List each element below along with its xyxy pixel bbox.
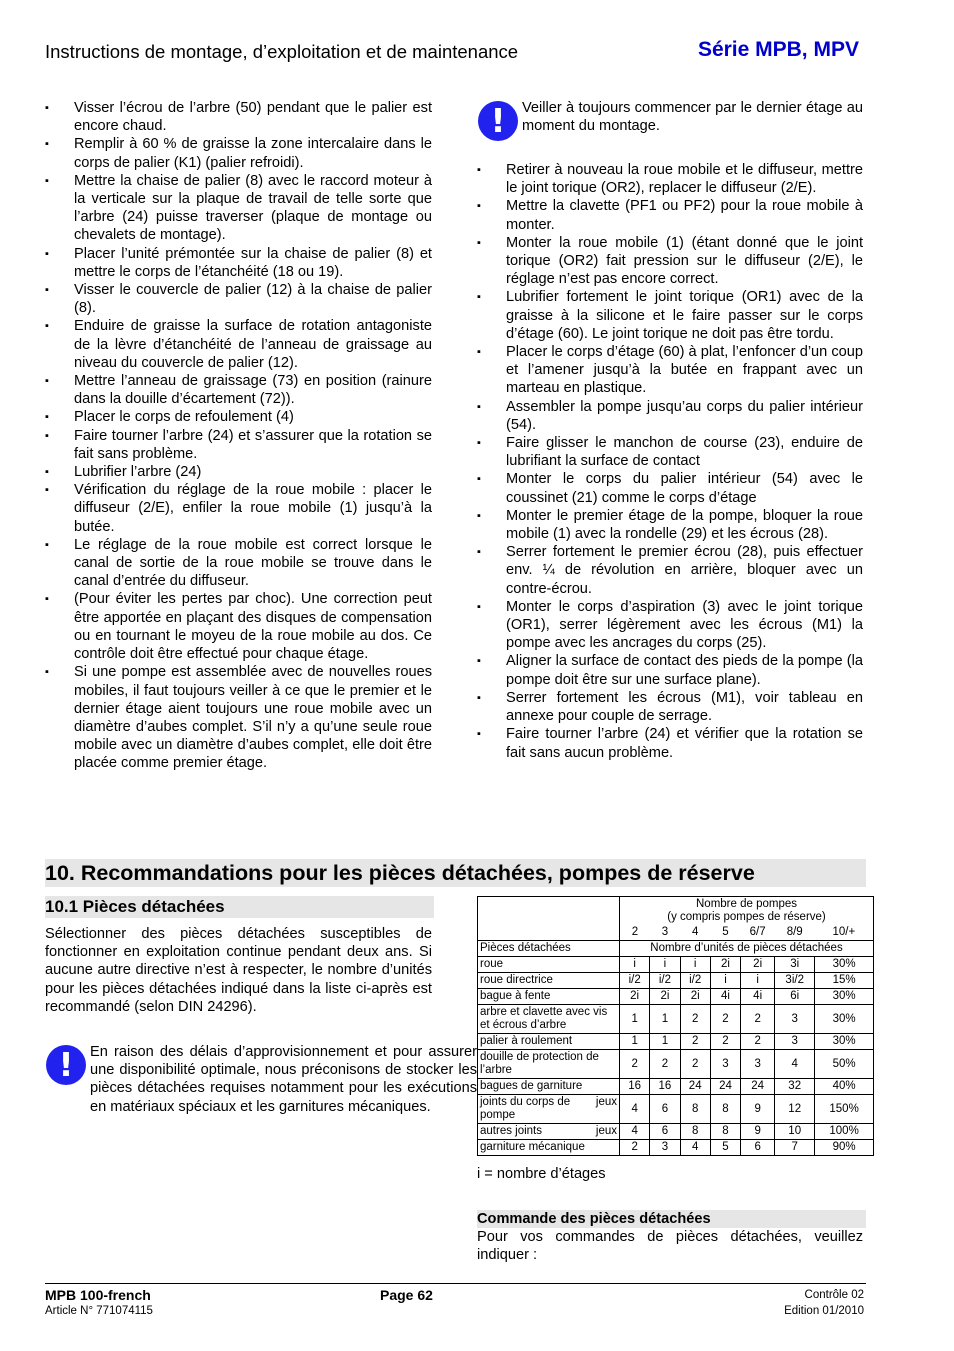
row-label: douille de protection de l’arbre bbox=[478, 1050, 620, 1079]
table-cell: 8 bbox=[680, 1124, 710, 1140]
table-cell: i/2 bbox=[650, 973, 680, 989]
list-item: ▪ Aligner la surface de contact des pieds de la pompe (la pompe doit être sur une surface plane). bbox=[477, 652, 863, 688]
order-title: Commande des pièces détachées bbox=[477, 1210, 866, 1228]
table-cell: 24 bbox=[680, 1079, 710, 1095]
row-label: palier à roulement bbox=[478, 1034, 620, 1050]
footer-doc: MPB 100-french bbox=[45, 1287, 151, 1303]
table-cell: 1 bbox=[650, 1034, 680, 1050]
table-cell: i bbox=[741, 973, 775, 989]
table-cell: 5 bbox=[710, 925, 740, 941]
list-item: ▪ Remplir à 60 % de graisse la zone intercalaire dans le corps de palier (K1) (palier refroidi). bbox=[45, 135, 432, 171]
table-cell: i bbox=[680, 957, 710, 973]
footer-edition: Edition 01/2010 bbox=[784, 1305, 864, 1317]
table-cell: 2 bbox=[620, 1140, 650, 1156]
list-item: ▪ Serrer fortement le premier écrou (28), puis effectuer env. ¼ de révolution en arrière, bloquer avec un contre-écrou. bbox=[477, 543, 863, 598]
table-cell: 1 bbox=[650, 1005, 680, 1034]
table-cell: 90% bbox=[815, 1140, 874, 1156]
table-cell: 2i bbox=[741, 957, 775, 973]
table-cell: Pièces détachées bbox=[478, 941, 620, 957]
list-item: ▪ Mettre l’anneau de graissage (73) en position (rainure dans la douille d’écartement (72)). bbox=[45, 372, 432, 408]
table-cell: 24 bbox=[741, 1079, 775, 1095]
table-cell: 2 bbox=[620, 1050, 650, 1079]
list-item: ▪ (Pour éviter les pertes par choc). Une correction peut être apportée en plaçant des disques de compensation ou en tournant le moyeu de la roue mobile au dos. Ce contrôle doit être effectué pour chaque étage. bbox=[45, 590, 432, 663]
footer-divider bbox=[45, 1283, 866, 1284]
table-cell: 3 bbox=[775, 1005, 815, 1034]
list-item: ▪ Faire glisser le manchon de course (23), enduire de lubrifiant la surface de contact bbox=[477, 434, 863, 470]
table-cell: 2 bbox=[680, 1034, 710, 1050]
table-cell: 6 bbox=[650, 1095, 680, 1124]
table-cell: i/2 bbox=[680, 973, 710, 989]
list-item: ▪ Placer l’unité prémontée sur la chaise de palier (8) et mettre le corps de l’étanchéité (18 ou 19). bbox=[45, 245, 432, 281]
table-cell: 30% bbox=[815, 989, 874, 1005]
header-series: Série MPB, MPV bbox=[697, 38, 859, 61]
left-column bbox=[45, 99, 432, 773]
table-cell: 4 bbox=[620, 1095, 650, 1124]
row-label-text: autres joints bbox=[480, 1125, 543, 1137]
table-cell: 9 bbox=[741, 1095, 775, 1124]
stock-notice bbox=[45, 1043, 477, 1116]
row-label: roue directrice bbox=[478, 973, 620, 989]
row-label: garniture mécanique bbox=[478, 1140, 620, 1156]
table-cell: 30% bbox=[815, 1005, 874, 1034]
table-cell: 6i bbox=[775, 989, 815, 1005]
list-item: ▪ Si une pompe est assemblée avec de nouvelles roues mobiles, il faut toujours veiller à ce que le premier et le dernier étage aient toujours une roue mobile avec un diamètre d’aubes complet. S’il n’y a qu’une seule roue mobile avec un diamètre d’aubes complet, elle doit être placée comme premier étage. bbox=[45, 663, 432, 772]
footer-page: Page 62 bbox=[380, 1287, 433, 1303]
list-item: ▪ Assembler la pompe jusqu’au corps du palier intérieur (54). bbox=[477, 398, 863, 434]
table-cell: 3 bbox=[710, 1050, 740, 1079]
table-row bbox=[478, 1079, 874, 1095]
list-item: ▪ Monter la roue mobile (1) (étant donné que le joint torique (OR2) fait pression sur le diffuseur (2/E), le réglage n’est pas encore correct. bbox=[477, 234, 863, 289]
table-cell: 1 bbox=[620, 1034, 650, 1050]
table-cell: 8 bbox=[710, 1095, 740, 1124]
table-cell: 100% bbox=[815, 1124, 874, 1140]
list-item: ▪ Serrer fortement les écrous (M1), voir tableau en annexe pour couple de serrage. bbox=[477, 689, 863, 725]
table-cell: 2 bbox=[710, 1005, 740, 1034]
list-item: ▪ Enduire de graisse la surface de rotation antagoniste de la lèvre d’étanchéité de l’anneau de graissage au niveau du couvercle de palier (12). bbox=[45, 317, 432, 372]
row-label: bague à fente bbox=[478, 989, 620, 1005]
subsection-title: 10.1 Pièces détachées bbox=[45, 896, 434, 918]
list-item: ▪ Monter le corps du palier intérieur (54) avec le coussinet (21) comme le corps d’étage bbox=[477, 470, 863, 506]
table-cell: 3 bbox=[775, 1034, 815, 1050]
table-cell: 15% bbox=[815, 973, 874, 989]
header-line: (y compris pompes de réserve) bbox=[667, 911, 826, 923]
list-item: ▪ Monter le corps d’aspiration (3) avec le joint torique (OR1), serrer légèrement avec les écrous (M1) la pompe avec les ancrages du corps (25). bbox=[477, 598, 863, 653]
table-cell: 2i bbox=[650, 989, 680, 1005]
table-cell: 2 bbox=[710, 1034, 740, 1050]
list-item: ▪ Monter le premier étage de la pompe, bloquer la roue mobile (1) avec la rondelle (29) et les écrous (28). bbox=[477, 507, 863, 543]
section-title: 10. Recommandations pour les pièces détachées, pompes de réserve bbox=[45, 859, 866, 887]
row-label bbox=[478, 1124, 620, 1140]
header-title: Instructions de montage, d’exploitation et de maintenance bbox=[45, 41, 519, 62]
table-cell: Nombre d’unités de pièces détachées bbox=[620, 941, 874, 957]
table-row bbox=[478, 1050, 874, 1079]
table-cell: 5 bbox=[710, 1140, 740, 1156]
table-note: i = nombre d’étages bbox=[477, 1166, 606, 1182]
notice-text: En raison des délais d’approvisionnement et pour assurer une disponibilité optimale, nous préconisons de stocker les pièces détachées requises notamment pour les exécutions en matériaux spéciaux et les garnitures mécaniques. bbox=[90, 1044, 477, 1115]
list-item: ▪ Lubrifier l’arbre (24) bbox=[45, 463, 432, 481]
footer-article: Article N° 771074115 bbox=[45, 1305, 153, 1317]
table-cell: 8 bbox=[710, 1124, 740, 1140]
table-cell: 16 bbox=[620, 1079, 650, 1095]
footer-control: Contrôle 02 bbox=[804, 1289, 864, 1301]
row-label-text: joints du corps de pompe bbox=[480, 1096, 571, 1121]
order-text: Pour vos commandes de pièces détachées, veuillez indiquer : bbox=[477, 1229, 863, 1264]
table-cell: 2 bbox=[741, 1034, 775, 1050]
table-cell: 8 bbox=[680, 1095, 710, 1124]
list-item: ▪ Mettre la chaise de palier (8) avec le raccord moteur à la verticale sur la plaque de travail de telle sorte que l’arbre (24) puisse traverser (plaque de montage ou chevalets de montage). bbox=[45, 172, 432, 245]
row-label: arbre et clavette avec vis et écrous d’arbre bbox=[478, 1005, 620, 1034]
row-label-suffix: jeux bbox=[595, 1096, 617, 1108]
table-cell: 2i bbox=[680, 989, 710, 1005]
pump-count-header bbox=[620, 897, 874, 926]
table-cell: 4 bbox=[680, 925, 710, 941]
table-cell: 4 bbox=[680, 1140, 710, 1156]
table-cell: 9 bbox=[741, 1124, 775, 1140]
table-cell: 7 bbox=[775, 1140, 815, 1156]
table-cell: 40% bbox=[815, 1079, 874, 1095]
table-row bbox=[478, 973, 874, 989]
table-cell: 30% bbox=[815, 957, 874, 973]
table-cell: 2 bbox=[680, 1050, 710, 1079]
list-item: ▪ Vérification du réglage de la roue mobile : placer le diffuseur (2/E), enfiler la roue mobile (1) jusqu’à la butée. bbox=[45, 481, 432, 536]
table-cell: 4 bbox=[775, 1050, 815, 1079]
table-cell: 150% bbox=[815, 1095, 874, 1124]
table-cell: 3 bbox=[650, 1140, 680, 1156]
table-cell: i bbox=[620, 957, 650, 973]
table-cell: 2 bbox=[741, 1005, 775, 1034]
table-cell: 32 bbox=[775, 1079, 815, 1095]
table-cell: 3 bbox=[741, 1050, 775, 1079]
spare-parts-table bbox=[477, 896, 874, 1156]
table-cell: i/2 bbox=[620, 973, 650, 989]
table-cell: 4i bbox=[710, 989, 740, 1005]
list-item: ▪ Faire tourner l’arbre (24) et s’assurer que la rotation se fait sans problème. bbox=[45, 427, 432, 463]
table-cell: 8/9 bbox=[775, 925, 815, 941]
table-cell: 6 bbox=[650, 1124, 680, 1140]
table-row bbox=[478, 957, 874, 973]
left-bullet-list bbox=[45, 99, 432, 773]
table-cell: 4i bbox=[741, 989, 775, 1005]
table-cell: 2 bbox=[680, 1005, 710, 1034]
table-cell: 3 bbox=[650, 925, 680, 941]
table-cell: 50% bbox=[815, 1050, 874, 1079]
list-item: ▪ Le réglage de la roue mobile est correct lorsque le canal de sortie de la roue mobile se trouve dans le canal d’entrée du diffuseur. bbox=[45, 536, 432, 591]
table-cell: 2i bbox=[710, 957, 740, 973]
table-cell: 24 bbox=[710, 1079, 740, 1095]
exclamation-icon: ! bbox=[46, 1045, 86, 1085]
table-body bbox=[478, 957, 874, 1156]
table-cell: i bbox=[710, 973, 740, 989]
table-header-row bbox=[478, 897, 874, 926]
list-item: ▪ Lubrifier fortement le joint torique (OR1) avec de la graisse à la silicone et le faire passer sur le corps d’étage (60). Le joint torique ne doit pas être tordu. bbox=[477, 288, 863, 343]
table-cell: 2i bbox=[620, 989, 650, 1005]
table-row bbox=[478, 989, 874, 1005]
table-cell: 16 bbox=[650, 1079, 680, 1095]
right-bullet-list bbox=[477, 161, 863, 762]
table-corner bbox=[478, 897, 620, 941]
table-cell: 1 bbox=[620, 1005, 650, 1034]
table-cell: 10/+ bbox=[815, 925, 874, 941]
assembly-notice bbox=[477, 99, 863, 143]
table-row bbox=[478, 1095, 874, 1124]
list-item: ▪ Visser l’écrou de l’arbre (50) pendant que le palier est encore chaud. bbox=[45, 99, 432, 135]
table-cell: 3i bbox=[775, 957, 815, 973]
list-item: ▪ Faire tourner l’arbre (24) et vérifier que la rotation se fait sans aucun problème. bbox=[477, 725, 863, 761]
row-label: bagues de garniture bbox=[478, 1079, 620, 1095]
list-item: ▪ Placer le corps d’étage (60) à plat, l’enfoncer d’un coup et l’amener jusqu’à la butée en frappant avec un marteau en plastique. bbox=[477, 343, 863, 398]
table-cell: 3i/2 bbox=[775, 973, 815, 989]
row-label-suffix: jeux bbox=[595, 1125, 617, 1137]
notice-text: Veiller à toujours commencer par le dernier étage au moment du montage. bbox=[522, 100, 863, 135]
table-cell: 30% bbox=[815, 1034, 874, 1050]
table-cell: 2 bbox=[650, 1050, 680, 1079]
table-cell: 10 bbox=[775, 1124, 815, 1140]
units-header-row bbox=[478, 941, 874, 957]
table-cell: 4 bbox=[620, 1124, 650, 1140]
list-item: ▪ Retirer à nouveau la roue mobile et le diffuseur, mettre le joint torique (OR2), replacer le diffuseur (2/E). bbox=[477, 161, 863, 197]
table-row bbox=[478, 1005, 874, 1034]
header-line: Nombre de pompes bbox=[696, 898, 797, 910]
right-column bbox=[477, 99, 863, 762]
table-row bbox=[478, 1034, 874, 1050]
page-header bbox=[45, 38, 865, 68]
table-cell: 6/7 bbox=[741, 925, 775, 941]
table-row bbox=[478, 1140, 874, 1156]
row-label bbox=[478, 1095, 620, 1124]
exclamation-icon: ! bbox=[478, 101, 518, 141]
table-cell: 2 bbox=[620, 925, 650, 941]
list-item: ▪ Visser le couvercle de palier (12) à la chaise de palier (8). bbox=[45, 281, 432, 317]
table-row bbox=[478, 1124, 874, 1140]
list-item: ▪ Placer le corps de refoulement (4) bbox=[45, 408, 432, 426]
table-cell: 12 bbox=[775, 1095, 815, 1124]
table-cell: i bbox=[650, 957, 680, 973]
table-cell: 6 bbox=[741, 1140, 775, 1156]
intro-paragraph: Sélectionner des pièces détachées susceptibles de fonctionner en exploitation continue pendant deux ans. Si aucune autre directive n’est à respecter, le nombre d’unités pour les pièces détachées indiqué dans la liste ci-après est recommandé (selon DIN 24296). bbox=[45, 926, 432, 1015]
list-item: ▪ Mettre la clavette (PF1 ou PF2) pour la roue mobile à monter. bbox=[477, 197, 863, 233]
row-label: roue bbox=[478, 957, 620, 973]
